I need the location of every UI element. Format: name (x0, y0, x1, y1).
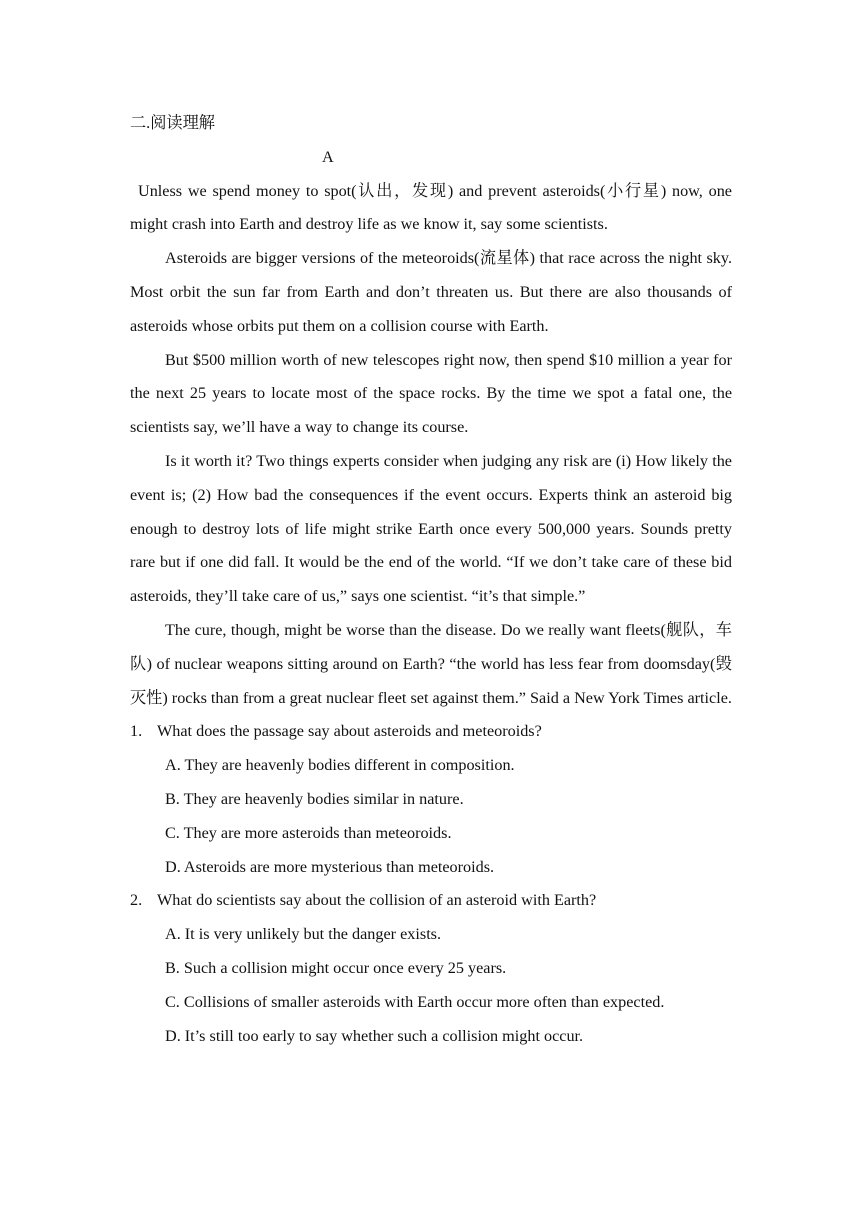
section-heading: 二.阅读理解 (130, 114, 215, 132)
question-number: 1. (130, 722, 143, 741)
passage-title: A (322, 147, 334, 166)
question-2-option-b[interactable]: B. Such a collision might occur once every 25 years. (165, 958, 507, 977)
question-number: 2. (130, 891, 143, 910)
question-2-option-a[interactable]: A. It is very unlikely but the danger exists. (165, 925, 442, 944)
question-2-option-c[interactable]: C. Collisions of smaller asteroids with Earth occur more often than expected. (165, 992, 665, 1011)
question-1-option-b[interactable]: B. They are heavenly bodies similar in nature. (165, 789, 464, 808)
paragraph-3: But $500 million worth of new telescopes right now, then spend $10 million a year for the next 25 years to locate most of the space rocks. By the time we spot a fatal one, the scientists say, we’ll have a way to change its course. (130, 350, 732, 437)
paragraph-5: The cure, though, might be worse than the disease. Do we really want fleets(舰队，车队) of nuclear weapons sitting around on Earth? “the world has less fear from doomsday(毁灭性) rocks than from a great nuclear fleet set against them.” Said a New York Times article. (130, 620, 732, 707)
question-1-option-a[interactable]: A. They are heavenly bodies different in composition. (165, 756, 515, 775)
document-page (130, 107, 732, 1053)
paragraph-2: Asteroids are bigger versions of the meteoroids(流星体) that race across the night sky. Most orbit the sun far from Earth and don’t threaten us. But there are also thousands of asteroids whose orbits put them on a collision course with Earth. (130, 249, 732, 335)
question-stem: What does the passage say about asteroids and meteoroids? (157, 722, 542, 741)
question-1-option-c[interactable]: C. They are more asteroids than meteoroids. (165, 823, 452, 842)
question-stem: What do scientists say about the collision of an asteroid with Earth? (157, 891, 597, 910)
question-1-option-d[interactable]: D. Asteroids are more mysterious than meteoroids. (165, 857, 495, 876)
question-1 (130, 715, 732, 749)
question-2-option-d[interactable]: D. It’s still too early to say whether such a collision might occur. (165, 1026, 584, 1045)
paragraph-1: Unless we spend money to spot(认出，发现) and prevent asteroids(小行星) now, one might crash into Earth and destroy life as we know it, say some scientists. (130, 181, 732, 234)
paragraph-4: Is it worth it? Two things experts consider when judging any risk are (i) How likely the event is; (2) How bad the consequences if the event occurs. Experts think an asteroid big enough to destroy lots of life might strike Earth once every 500,000 years. Sounds pretty rare but if one did fall. It would be the end of the world. “If we don’t take care of these bid asteroids, they’ll take care of us,” says one scientist. “it’s that simple.” (130, 451, 732, 606)
question-2 (130, 884, 732, 918)
